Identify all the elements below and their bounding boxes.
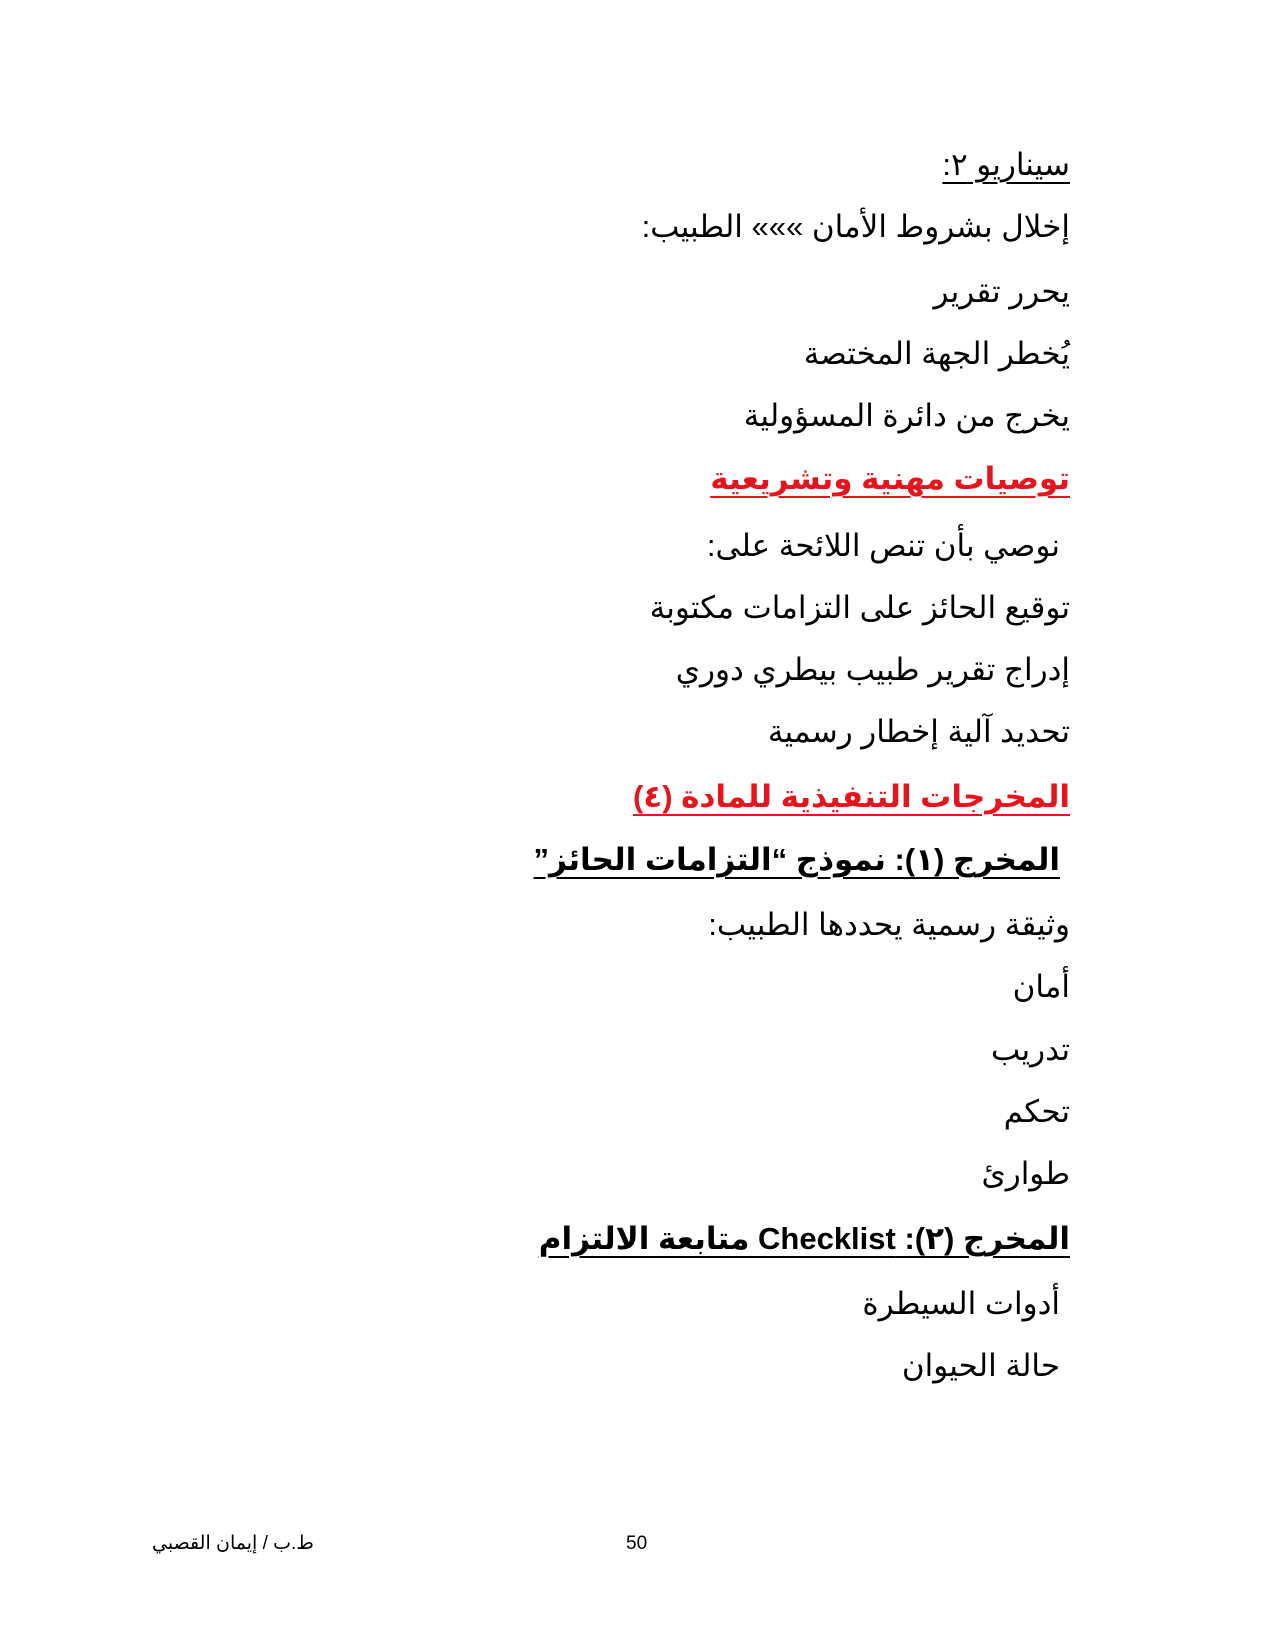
scenario-action: يخرج من دائرة المسؤولية <box>743 398 1070 433</box>
recommendation-item: تحديد آلية إخطار رسمية <box>767 714 1070 749</box>
recommendations-heading: توصيات مهنية وتشريعية <box>710 461 1070 496</box>
output1-intro: وثيقة رسمية يحددها الطبيب: <box>708 907 1070 942</box>
recommendation-item: إدراج تقرير طبيب بيطري دوري <box>675 652 1070 687</box>
footer-author: ط.ب / إيمان القصبي <box>152 1533 314 1554</box>
recommendations-intro: نوصي بأن تنص اللائحة على: <box>706 528 1060 563</box>
output2-title: المخرج (٢): Checklist متابعة الالتزام <box>538 1221 1070 1256</box>
output1-item: تدريب <box>991 1032 1070 1067</box>
scenario-intro: إخلال بشروط الأمان »»» الطبيب: <box>641 209 1070 244</box>
scenario-action: يُخطر الجهة المختصة <box>803 336 1070 371</box>
scenario-action: يحرر تقرير <box>933 274 1070 309</box>
output1-item: طوارئ <box>981 1156 1070 1191</box>
output2-item: أدوات السيطرة <box>862 1286 1060 1321</box>
page-number: 50 <box>626 1533 648 1554</box>
output1-title: المخرج (١): نموذج “التزامات الحائز” <box>533 842 1060 877</box>
output2-item: حالة الحيوان <box>901 1348 1060 1383</box>
output1-item: أمان <box>1012 969 1070 1004</box>
output1-item: تحكم <box>1003 1094 1070 1129</box>
recommendation-item: توقيع الحائز على التزامات مكتوبة <box>649 590 1070 625</box>
scenario-heading: سيناريو ٢: <box>942 147 1070 182</box>
outputs-heading: المخرجات التنفيذية للمادة (٤) <box>632 779 1070 814</box>
